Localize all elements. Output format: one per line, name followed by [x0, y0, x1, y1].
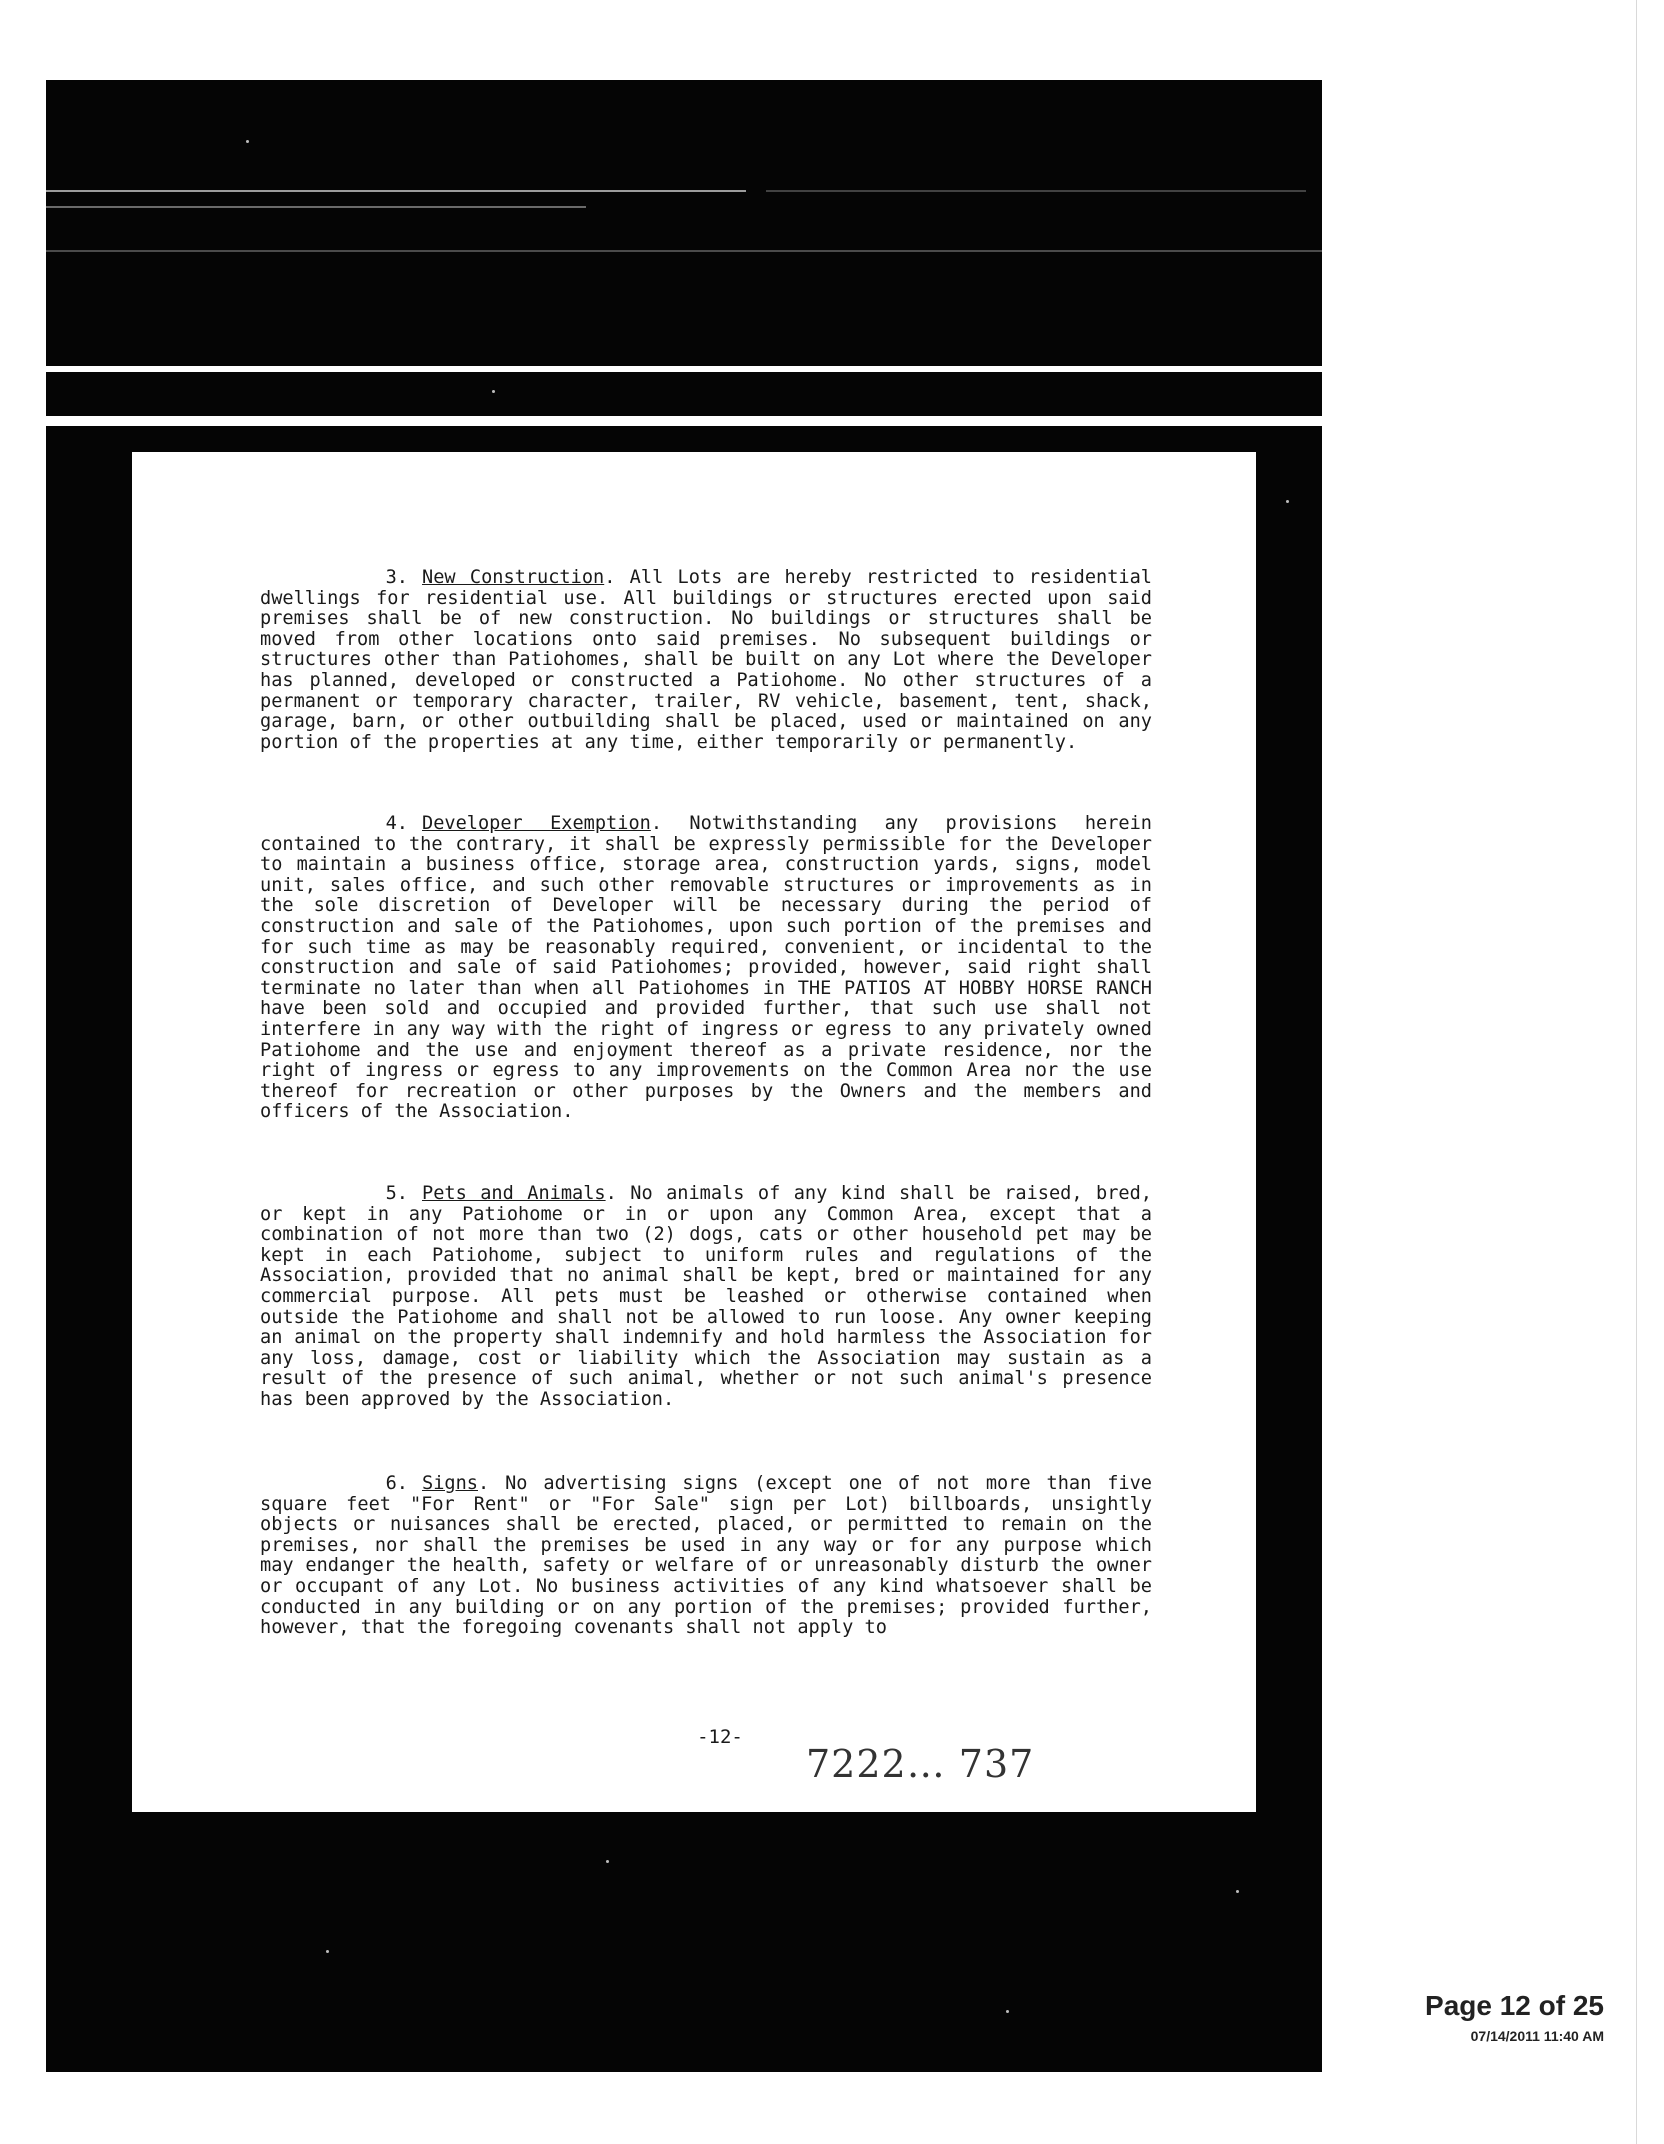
page-margin-line — [1636, 0, 1637, 2144]
section-heading: New Construction — [422, 567, 605, 588]
section-heading: Signs — [422, 1473, 478, 1494]
print-timestamp: 07/14/2011 11:40 AM — [1470, 2028, 1604, 2044]
section-number: 6. — [385, 1473, 408, 1494]
section-body: . All Lots are hereby restricted to residential dwellings for residential use. All buildings or structures erected upon said premises shall be of new construction. No buildings or structures shall be moved from other locations onto said premises. No subsequent buildings or structures other than Patiohomes, shall be built on any Lot where the Developer has planned, developed or constructed a Patiohome. No other structures of a permanent or temporary character, trailer, RV vehicle, basement, tent, shack, garage, barn, or other outbuilding shall be placed, used or maintained on any portion of the properties at any time, either temporarily or permanently. — [260, 567, 1152, 753]
section-5-pets-and-animals — [260, 1184, 1152, 1411]
section-body: . No advertising signs (except one of not more than five square feet "For Rent" or "For Sale" sign per Lot) billboards, unsightly objects or nuisances shall be erected, placed, or permitted to remain on the premises, nor shall the premises be used in any way or for any purpose which may endanger the health, safety or welfare of or unreasonably disturb the owner or occupant of any Lot. No business activities of any kind whatsoever shall be conducted in any building or on any portion of the premises; provided further, however, that the foregoing covenants shall not apply to — [260, 1473, 1152, 1639]
section-number: 4. — [385, 813, 408, 834]
section-body: . No animals of any kind shall be raised, bred, or kept in any Patiohome or in or upon any Common Area, except that a combination of not more than two (2) dogs, cats or other household pet may be kept in each Patiohome, subject to uniform rules and regulations of the Association, provided that no animal shall be kept, bred or maintained for any commercial purpose. All pets must be leashed or otherwise contained when outside the Patiohome and shall not be allowed to run loose. Any owner keeping an animal on the property shall indemnify and hold harmless the Association for any loss, damage, cost or liability which the Association may sustain as a result of the presence of such animal, whether or not such animal's presence has been approved by the Association. — [260, 1183, 1152, 1410]
book-page-stamp: 7222… 737 — [806, 1742, 1035, 1786]
section-number: 5. — [385, 1183, 408, 1204]
section-heading: Developer Exemption — [422, 813, 651, 834]
section-number: 3. — [385, 567, 408, 588]
section-4-developer-exemption — [260, 814, 1152, 1123]
page-number: -12- — [697, 1726, 743, 1748]
section-3-new-construction — [260, 568, 1152, 753]
section-body: . Notwithstanding any provisions herein contained to the contrary, it shall be expressly permissible for the Developer to maintain a business office, storage area, construction yards, signs, model unit, sales office, and such other removable structures or improvements as in the sole discretion of Developer will be necessary during the period of construction and sale of the Patiohomes, upon such portion of the premises and for such time as may be reasonably required, convenient, or incidental to the construction and sale of said Patiohomes; provided, however, said right shall terminate no later than when all Patiohomes in THE PATIOS AT HOBBY HORSE RANCH have been sold and occupied and provided further, that such use shall not interfere in any way with the right of ingress or egress to any privately owned Patiohome and the use and enjoyment thereof as a private residence, nor the right of ingress or egress to any improvements on the Common Area nor the use thereof for recreation or other purposes by the Owners and the members and officers of the Association. — [260, 813, 1152, 1123]
section-6-signs — [260, 1474, 1152, 1639]
section-heading: Pets and Animals — [422, 1183, 606, 1204]
page-count: Page 12 of 25 — [1425, 1990, 1604, 2021]
